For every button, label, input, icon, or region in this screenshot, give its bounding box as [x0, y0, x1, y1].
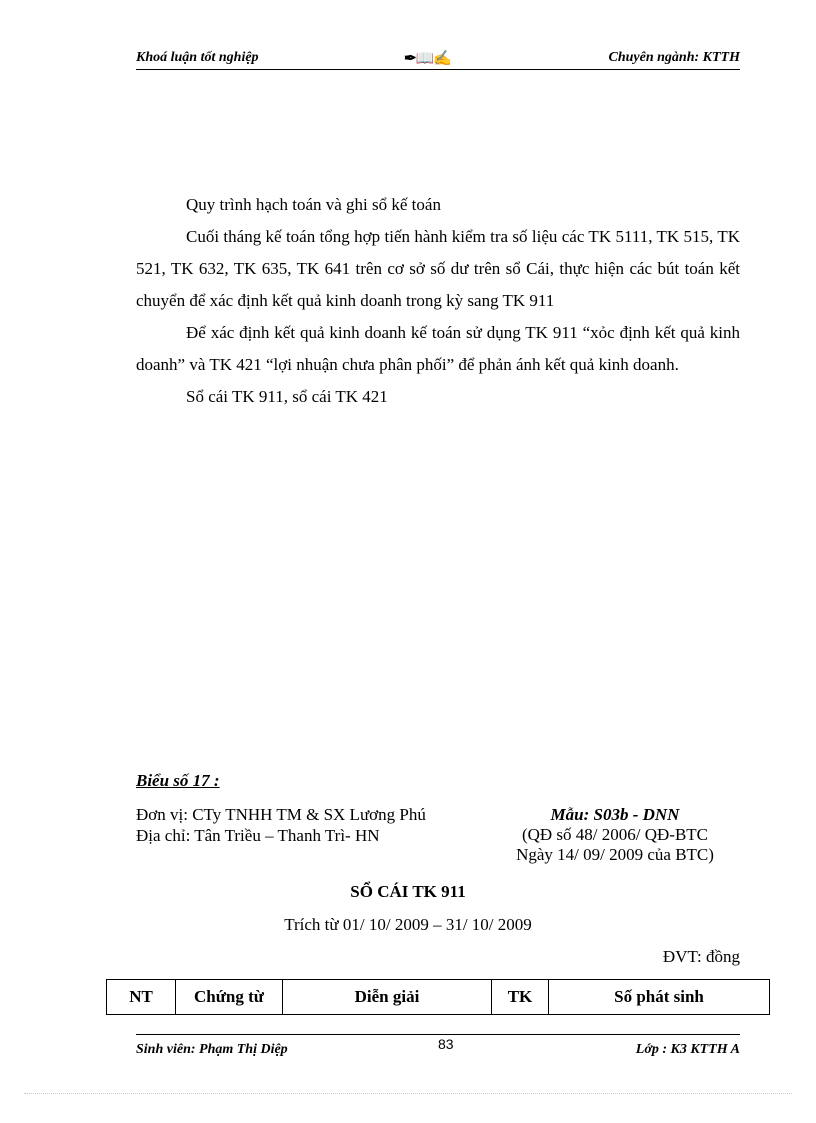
- col-nt: NT: [107, 980, 176, 1015]
- body-text: [136, 189, 740, 413]
- form-template: [490, 805, 740, 865]
- page-header: [136, 50, 740, 70]
- unit-address: Địa chỉ: Tân Triều – Thanh Trì- HN: [136, 826, 380, 845]
- template-code: Mẫu: S03b - DNN: [550, 805, 680, 824]
- ledger-table: [106, 979, 770, 1015]
- unit-name: Đơn vị: CTy TNHH TM & SX Lương Phú: [136, 805, 426, 824]
- page-footer: [136, 1036, 740, 1060]
- header-left: Khoá luận tốt nghiệp: [136, 50, 259, 65]
- paragraph-1: Quy trình hạch toán và ghi sổ kế toán: [186, 195, 441, 214]
- currency-unit: ĐVT: đồng: [662, 947, 740, 966]
- footer-rule: [136, 1034, 740, 1035]
- paragraph-4: Sổ cái TK 911, sổ cái TK 421: [186, 387, 388, 406]
- form-number: Biểu số 17 :: [136, 771, 220, 790]
- col-so-phat-sinh: Số phát sinh: [549, 980, 770, 1015]
- decision-ref: (QĐ số 48/ 2006/ QĐ-BTC: [521, 825, 709, 844]
- footer-class: Lớp : K3 KTTH A: [635, 1042, 740, 1057]
- table-header-row: [107, 980, 770, 1015]
- footer-student: Sinh viên: Phạm Thị Diệp: [136, 1042, 288, 1057]
- decision-date: Ngày 14/ 09/ 2009 của BTC): [516, 845, 714, 864]
- col-tk: TK: [492, 980, 549, 1015]
- header-right: Chuyên ngành: KTTH: [608, 50, 740, 65]
- page-edge: [24, 1093, 792, 1094]
- ledger-title: SỔ CÁI TK 911: [350, 882, 466, 901]
- page-number: 83: [438, 1036, 454, 1052]
- col-dien-giai: Diễn giải: [283, 980, 492, 1015]
- paragraph-2: Cuối tháng kế toán tổng hợp tiến hành kiểm tra số liệu các TK 5111, TK 515, TK 521, TK 632, TK 635, TK 641 trên cơ sở số dư trên sổ Cái, thực hiện các bút toán kết chuyển để xác định kết quả kinh doanh trong kỳ sang TK 911: [136, 227, 740, 310]
- col-chung-tu: Chứng từ: [176, 980, 283, 1015]
- ledger-period: Trích từ 01/ 10/ 2009 – 31/ 10/ 2009: [284, 915, 532, 934]
- book-ornament-icon: ✒📖✍: [404, 51, 451, 67]
- header-rule: [136, 69, 740, 70]
- paragraph-3: Để xác định kết quả kinh doanh kế toán sử dụng TK 911 “xỏc định kết quả kinh doanh” và TK 421 “lợi nhuận chưa phân phối” để phản ánh kết quả kinh doanh.: [136, 323, 740, 374]
